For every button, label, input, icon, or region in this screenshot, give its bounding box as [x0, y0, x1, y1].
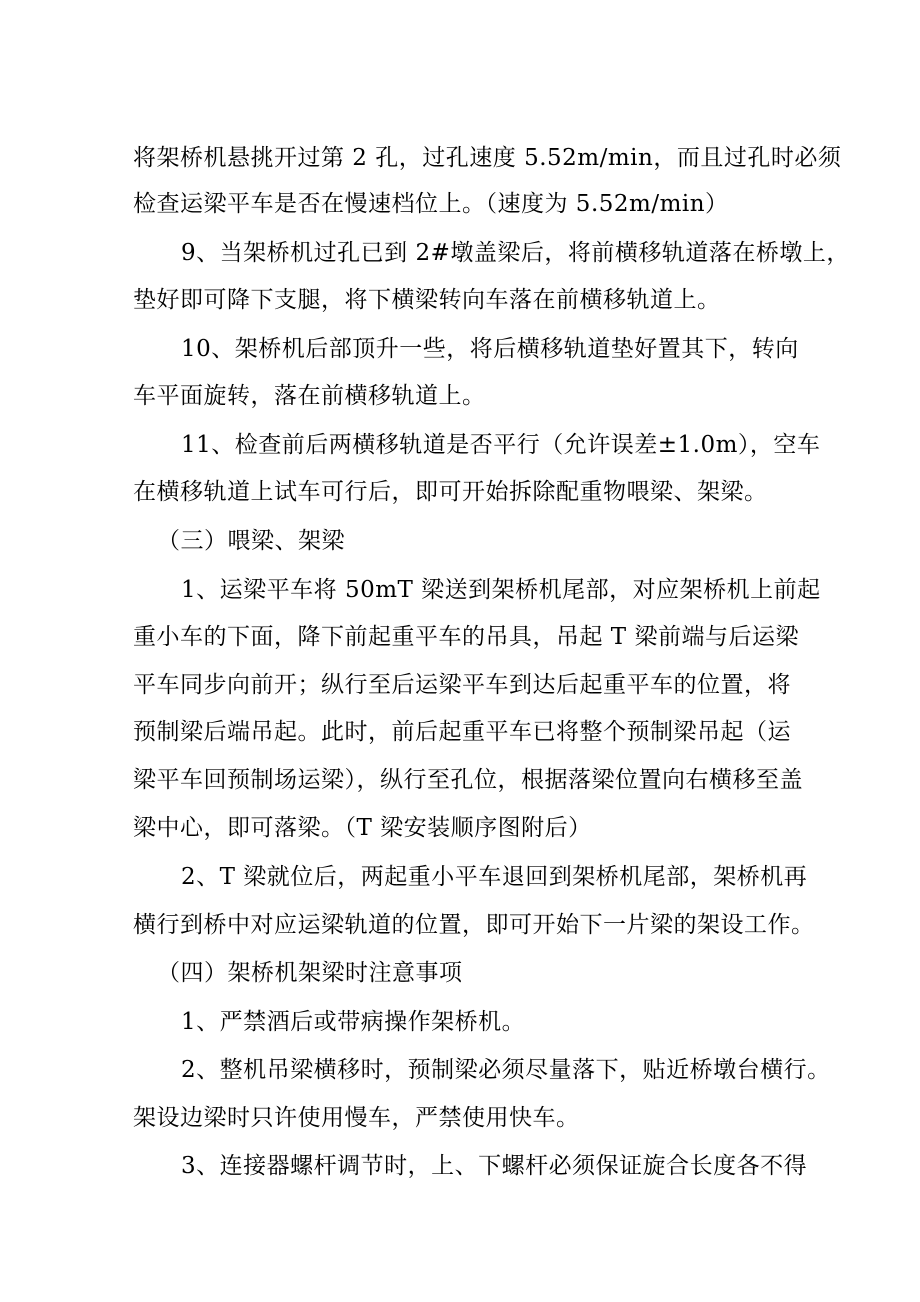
text-line [0, 760, 920, 800]
line-text: （三）喂梁、架梁 [157, 528, 345, 554]
line-text: 架设边梁时只许使用慢车，严禁使用快车。 [133, 1105, 580, 1131]
line-text: 平车同步向前开；纵行至后运梁平车到达后起重平车的位置，将 [133, 672, 791, 698]
text-line [0, 905, 920, 945]
text-line [0, 665, 920, 705]
line-text: 车平面旋转，落在前横移轨道上。 [133, 383, 486, 409]
text-line [0, 184, 920, 224]
line-text: 预制梁后端吊起。此时，前后起重平车已将整个预制梁吊起（运 [133, 719, 791, 745]
text-line [0, 712, 920, 752]
line-text: 垫好即可降下支腿，将下横梁转向车落在前横移轨道上。 [133, 287, 721, 313]
text-line [0, 570, 920, 610]
line-text: 横行到桥中对应运梁轨道的位置，即可开始下一片梁的架设工作。 [133, 912, 815, 938]
line-text: 1、运梁平车将 50mT 梁送到架桥机尾部，对应架桥机上前起 [181, 577, 821, 603]
text-line [0, 617, 920, 657]
text-line [0, 1098, 920, 1138]
line-text: 1、严禁酒后或带病操作架桥机。 [181, 1009, 526, 1035]
line-text: 2、T 梁就位后，两起重小平车退回到架桥机尾部，架桥机再 [181, 864, 808, 890]
line-text: 梁中心，即可落梁。（T 梁安装顺序图附后） [133, 815, 592, 841]
line-text: 3、连接器螺杆调节时，上、下螺杆必须保证旋合长度各不得 [181, 1153, 808, 1179]
line-text: （四）架桥机架梁时注意事项 [157, 960, 463, 986]
line-text: 在横移轨道上试车可行后，即可开始拆除配重物喂梁、架梁。 [133, 479, 768, 505]
line-text: 10、架桥机后部顶升一些，将后横移轨道垫好置其下，转向 [181, 336, 799, 362]
line-text: 检查运梁平车是否在慢速档位上。（速度为 5.52m/min） [133, 191, 729, 217]
line-text: 9、当架桥机过孔已到 2#墩盖梁后，将前横移轨道落在桥墩上， [181, 240, 850, 266]
text-line [0, 857, 920, 897]
text-line [0, 329, 920, 369]
text-line [0, 376, 920, 416]
line-text: 梁平车回预制场运梁），纵行至孔位，根据落梁位置向右横移至盖 [133, 767, 803, 793]
text-line [0, 280, 920, 320]
text-line [0, 138, 920, 178]
text-line [0, 472, 920, 512]
text-line [0, 1146, 920, 1186]
line-text: 重小车的下面，降下前起重平车的吊具，吊起 T 梁前端与后运梁 [133, 624, 799, 650]
line-text: 2、整机吊梁横移时，预制梁必须尽量落下，贴近桥墩台横行。 [181, 1057, 831, 1083]
text-line [0, 425, 920, 465]
text-line [0, 233, 920, 273]
section-heading [0, 953, 920, 993]
text-line [0, 808, 920, 848]
text-line [0, 1050, 920, 1090]
line-text: 11、检查前后两横移轨道是否平行（允许误差±1.0m），空车 [181, 432, 821, 458]
line-text: 将架桥机悬挑开过第 2 孔，过孔速度 5.52m/min，而且过孔时必须 [133, 145, 842, 171]
section-heading [0, 521, 920, 561]
text-line [0, 1002, 920, 1042]
